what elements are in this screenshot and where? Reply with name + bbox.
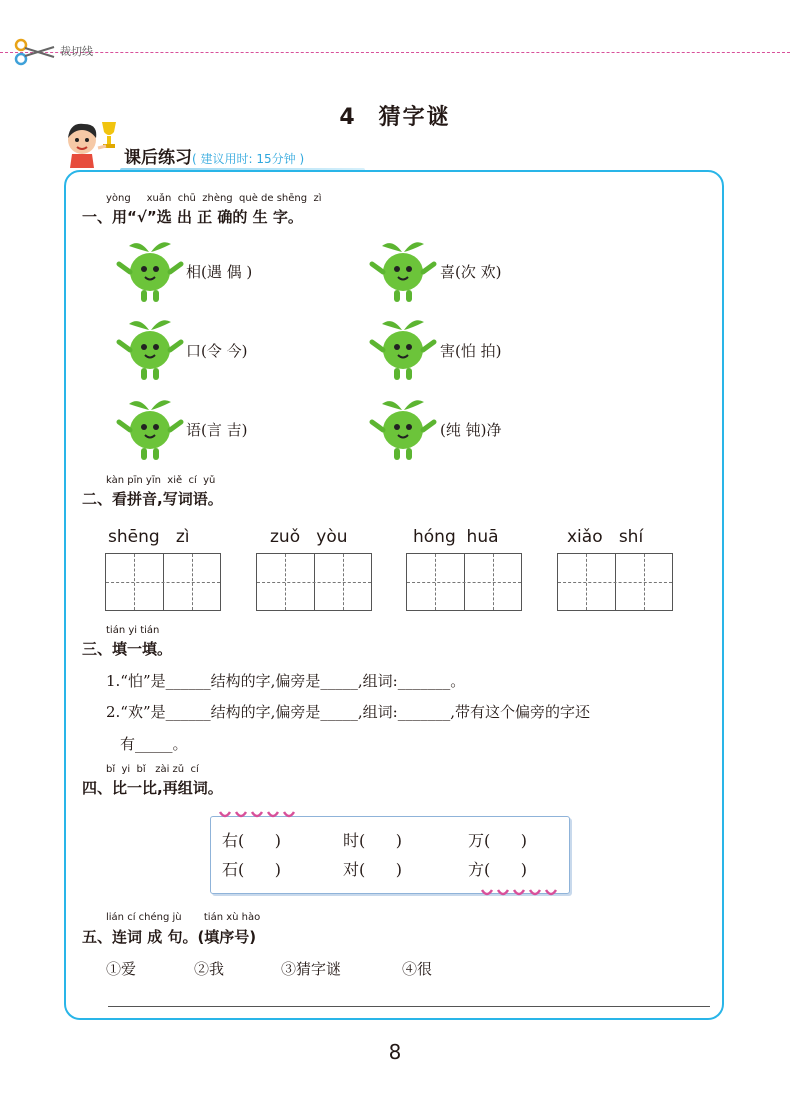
q5-word-4: ④很	[402, 960, 433, 978]
section-time-hint: ( 建议用时: 15分钟 )	[192, 152, 305, 166]
q5-answer-line[interactable]	[108, 1006, 710, 1007]
sprout-icon	[115, 238, 185, 304]
q4-item-2[interactable]: 时( )	[343, 831, 403, 850]
q2-instruction: 二、看拼音,写词语。	[82, 490, 223, 508]
q4-item-1[interactable]: 右( )	[222, 831, 282, 850]
page-number: 8	[388, 1040, 402, 1064]
q4-instruction: 四、比一比,再组词。	[82, 779, 223, 797]
sprout-icon	[115, 396, 185, 462]
q2-pinyin: kàn pīn yīn xiě cí yǔ	[106, 475, 216, 486]
q3-line-3[interactable]: 有_____。	[120, 735, 188, 753]
sprout-icon	[368, 396, 438, 462]
scissors-icon	[14, 38, 56, 66]
hearts-decoration-icon	[480, 886, 560, 900]
q2-writing-grid-1[interactable]	[105, 553, 221, 611]
q2-word-3-pinyin: hóng huā	[413, 527, 499, 547]
q3-pinyin: tián yi tián	[106, 625, 160, 636]
q5-pinyin: lián cí chéng jù tián xù hào	[106, 912, 261, 923]
q2-writing-grid-4[interactable]	[557, 553, 673, 611]
q5-instruction: 五、连词 成 句。(填序号)	[82, 928, 257, 946]
lesson-name: 猜字谜	[378, 105, 451, 130]
q1-option-5[interactable]: 语(言 吉)	[186, 421, 248, 439]
q5-word-1: ①爱	[106, 960, 137, 978]
sprout-icon	[368, 316, 438, 382]
q5-word-3: ③猜字谜	[281, 960, 342, 978]
q4-item-6[interactable]: 方( )	[468, 860, 528, 879]
q2-writing-grid-3[interactable]	[406, 553, 522, 611]
section-header	[124, 143, 304, 168]
section-title: 课后练习	[124, 148, 192, 168]
q4-item-4[interactable]: 石( )	[222, 860, 282, 879]
q1-option-2[interactable]: 喜(次 欢)	[440, 263, 502, 281]
q2-word-2-pinyin: zuǒ yòu	[270, 527, 348, 547]
q3-line-2[interactable]: 2.“欢”是______结构的字,偏旁是_____,组词:_______,带有这个偏旁的字还	[106, 703, 591, 721]
hearts-decoration-icon	[218, 808, 298, 822]
q1-option-1[interactable]: 相(遇 偶 )	[186, 263, 253, 281]
sprout-icon	[368, 238, 438, 304]
q1-option-3[interactable]: 口(令 今)	[186, 342, 248, 360]
lesson-number: 4	[339, 105, 357, 130]
cut-line-label: 裁切线	[60, 45, 93, 58]
q2-writing-grid-2[interactable]	[256, 553, 372, 611]
q1-option-6[interactable]: (纯 钝)净	[440, 421, 502, 439]
sprout-icon	[115, 316, 185, 382]
q4-item-5[interactable]: 对( )	[343, 860, 403, 879]
q1-pinyin: yòng xuǎn chū zhèng què de shēng zì	[106, 193, 322, 204]
q1-option-4[interactable]: 害(怕 拍)	[440, 342, 502, 360]
q3-instruction: 三、填一填。	[82, 640, 173, 658]
q5-word-2: ②我	[194, 960, 225, 978]
q4-item-3[interactable]: 万( )	[468, 831, 528, 850]
q4-pinyin: bǐ yi bǐ zài zǔ cí	[106, 764, 199, 775]
q2-word-4-pinyin: xiǎo shí	[567, 527, 644, 547]
kid-trophy-icon	[60, 118, 122, 168]
q2-word-1-pinyin: shēng zì	[108, 527, 190, 547]
q3-line-1[interactable]: 1.“怕”是______结构的字,偏旁是_____,组词:_______。	[106, 672, 466, 690]
cut-line	[0, 52, 790, 53]
q1-instruction: 一、用“√”选 出 正 确的 生 字。	[82, 208, 303, 226]
